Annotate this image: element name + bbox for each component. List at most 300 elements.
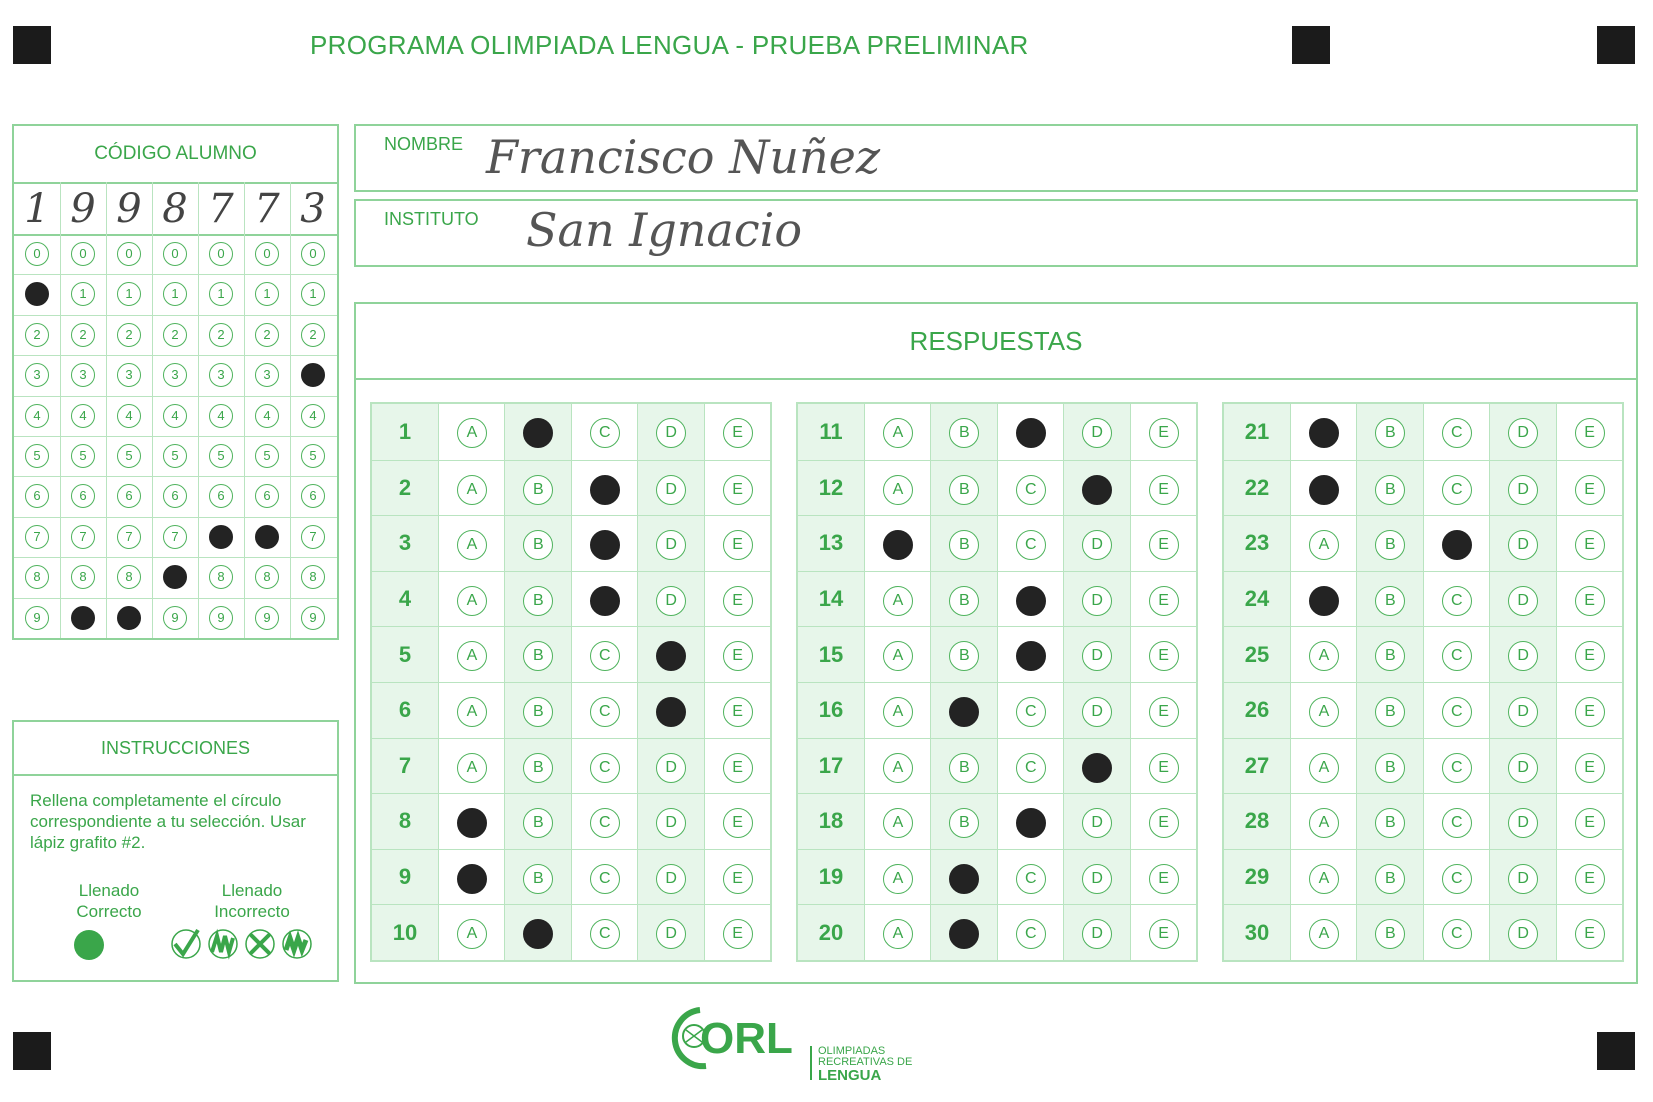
- answer-bubble-e[interactable]: E: [1575, 864, 1605, 894]
- answer-bubble-a[interactable]: A: [883, 864, 913, 894]
- answer-bubble-c[interactable]: C: [1442, 641, 1472, 671]
- answer-bubble-c[interactable]: C: [1016, 864, 1046, 894]
- answer-bubble-b[interactable]: B: [949, 418, 979, 448]
- code-bubble[interactable]: [25, 282, 49, 306]
- code-bubble[interactable]: 7: [117, 525, 141, 549]
- answer-bubble-e[interactable]: E: [723, 919, 753, 949]
- option-cell: [1423, 850, 1490, 905]
- code-column-divider: [198, 182, 199, 638]
- code-bubble[interactable]: 6: [163, 484, 187, 508]
- answer-bubble-d[interactable]: D: [656, 530, 686, 560]
- code-bubble[interactable]: 2: [117, 323, 141, 347]
- answer-bubble-d[interactable]: [656, 697, 686, 727]
- option-cell: [1356, 404, 1423, 460]
- answer-bubble-d[interactable]: D: [1508, 864, 1538, 894]
- code-bubble[interactable]: 9: [255, 606, 279, 630]
- code-bubble[interactable]: 5: [71, 444, 95, 468]
- code-bubble[interactable]: 8: [209, 565, 233, 589]
- code-bubble[interactable]: 6: [255, 484, 279, 508]
- answer-bubble-d[interactable]: D: [1508, 919, 1538, 949]
- option-cell: [1356, 794, 1423, 849]
- answer-bubble-e[interactable]: E: [723, 475, 753, 505]
- answer-bubble-e[interactable]: E: [1149, 475, 1179, 505]
- code-bubble[interactable]: 0: [25, 242, 49, 266]
- question-number: 17: [798, 739, 864, 794]
- code-bubble[interactable]: 2: [71, 323, 95, 347]
- answer-bubble-c[interactable]: C: [590, 808, 620, 838]
- code-row-divider: [14, 355, 337, 356]
- answer-bubble-a[interactable]: A: [457, 530, 487, 560]
- option-cell: [930, 404, 997, 460]
- answer-row: [372, 571, 770, 627]
- answer-bubble-b[interactable]: B: [949, 753, 979, 783]
- answer-bubble-c[interactable]: C: [1442, 418, 1472, 448]
- answer-bubble-d[interactable]: D: [1508, 530, 1538, 560]
- answer-bubble-a[interactable]: A: [1309, 530, 1339, 560]
- answer-bubble-e[interactable]: E: [1575, 641, 1605, 671]
- answer-bubble-c[interactable]: C: [590, 919, 620, 949]
- code-bubble[interactable]: 5: [25, 444, 49, 468]
- code-bubble[interactable]: 1: [255, 282, 279, 306]
- option-cell: [1290, 739, 1357, 794]
- code-row-divider: [14, 274, 337, 275]
- answer-bubble-e[interactable]: E: [1575, 475, 1605, 505]
- answer-bubble-e[interactable]: E: [723, 641, 753, 671]
- code-bubble[interactable]: 4: [25, 404, 49, 428]
- answer-bubble-c[interactable]: C: [1016, 753, 1046, 783]
- option-cell: [571, 739, 638, 794]
- code-bubble[interactable]: 8: [117, 565, 141, 589]
- code-bubble[interactable]: [255, 525, 279, 549]
- code-bubble[interactable]: 1: [71, 282, 95, 306]
- answer-bubble-d[interactable]: D: [1508, 475, 1538, 505]
- answer-bubble-d[interactable]: D: [656, 586, 686, 616]
- answer-bubble-c[interactable]: [590, 530, 620, 560]
- answer-bubble-d[interactable]: D: [1508, 808, 1538, 838]
- answer-bubble-b[interactable]: B: [1375, 586, 1405, 616]
- answer-bubble-c[interactable]: C: [1442, 753, 1472, 783]
- answer-bubble-c[interactable]: C: [1016, 697, 1046, 727]
- code-column-divider: [60, 182, 61, 638]
- option-cell: [1556, 850, 1623, 905]
- answer-bubble-b[interactable]: B: [523, 530, 553, 560]
- institute-label: INSTITUTO: [384, 209, 479, 229]
- correct-fill-label: Llenado Correcto: [76, 881, 142, 921]
- answer-bubble-a[interactable]: A: [457, 418, 487, 448]
- code-bubble[interactable]: 4: [117, 404, 141, 428]
- code-bubble[interactable]: 0: [301, 242, 325, 266]
- answer-bubble-e[interactable]: E: [723, 808, 753, 838]
- answer-bubble-d[interactable]: D: [1508, 753, 1538, 783]
- code-bubble[interactable]: 3: [209, 363, 233, 387]
- answer-bubble-e[interactable]: E: [1149, 586, 1179, 616]
- answer-bubble-b[interactable]: B: [1375, 753, 1405, 783]
- question-number: 1: [372, 404, 438, 460]
- answer-bubble-b[interactable]: B: [523, 753, 553, 783]
- code-bubble[interactable]: 1: [209, 282, 233, 306]
- answer-bubble-e[interactable]: E: [723, 864, 753, 894]
- code-bubble[interactable]: 9: [25, 606, 49, 630]
- answer-row: [798, 738, 1196, 794]
- answer-bubble-c[interactable]: C: [1442, 697, 1472, 727]
- answer-bubble-c[interactable]: C: [1442, 919, 1472, 949]
- option-cell: [1423, 516, 1490, 571]
- code-bubble[interactable]: 0: [163, 242, 187, 266]
- answer-bubble-e[interactable]: E: [1575, 530, 1605, 560]
- code-bubble[interactable]: 7: [25, 525, 49, 549]
- answer-row: [798, 849, 1196, 905]
- code-bubble[interactable]: 4: [301, 404, 325, 428]
- answer-bubble-d[interactable]: [656, 641, 686, 671]
- answers-block-11-20: [796, 402, 1198, 962]
- option-cell: [864, 516, 931, 571]
- code-bubble[interactable]: [71, 606, 95, 630]
- answer-bubble-a[interactable]: A: [457, 641, 487, 671]
- code-bubble[interactable]: 4: [209, 404, 233, 428]
- code-row-divider: [14, 396, 337, 397]
- code-handwritten-digit: 7: [254, 186, 280, 232]
- answer-bubble-e[interactable]: E: [723, 697, 753, 727]
- answer-bubble-b[interactable]: [949, 697, 979, 727]
- option-cell: [1130, 404, 1197, 460]
- answer-bubble-b[interactable]: B: [1375, 864, 1405, 894]
- answer-bubble-a[interactable]: A: [1309, 697, 1339, 727]
- code-bubble[interactable]: 5: [255, 444, 279, 468]
- option-cell: [1290, 627, 1357, 682]
- answer-bubble-d[interactable]: D: [656, 919, 686, 949]
- code-bubble[interactable]: [209, 525, 233, 549]
- answer-bubble-e[interactable]: E: [1149, 808, 1179, 838]
- code-bubble[interactable]: 6: [25, 484, 49, 508]
- code-bubble[interactable]: 2: [25, 323, 49, 347]
- answer-bubble-e[interactable]: E: [723, 586, 753, 616]
- answer-bubble-e[interactable]: E: [1149, 697, 1179, 727]
- answer-bubble-b[interactable]: B: [1375, 418, 1405, 448]
- option-cell: [1290, 461, 1357, 516]
- registration-mark-top-right: [1597, 26, 1635, 64]
- answer-bubble-a[interactable]: [1309, 586, 1339, 616]
- answer-bubble-b[interactable]: [523, 919, 553, 949]
- answer-bubble-c[interactable]: [1016, 641, 1046, 671]
- answer-bubble-c[interactable]: C: [590, 418, 620, 448]
- institute-field[interactable]: [354, 199, 1638, 267]
- student-code-panel: [12, 124, 339, 640]
- answer-bubble-a[interactable]: A: [1309, 753, 1339, 783]
- answer-bubble-b[interactable]: [949, 919, 979, 949]
- answer-row: [798, 404, 1196, 460]
- answer-bubble-d[interactable]: D: [656, 475, 686, 505]
- code-bubble[interactable]: 0: [255, 242, 279, 266]
- option-cell: [504, 905, 571, 960]
- answer-bubble-c[interactable]: C: [1442, 475, 1472, 505]
- option-cell: [1130, 516, 1197, 571]
- answer-bubble-b[interactable]: B: [949, 475, 979, 505]
- answer-bubble-d[interactable]: D: [1082, 641, 1112, 671]
- option-cell: [438, 794, 505, 849]
- answer-bubble-b[interactable]: [523, 418, 553, 448]
- partial-fill-icon: [283, 930, 311, 958]
- answer-bubble-b[interactable]: B: [949, 586, 979, 616]
- answer-bubble-c[interactable]: C: [1442, 864, 1472, 894]
- option-cell: [1489, 683, 1556, 738]
- code-bubble[interactable]: 3: [255, 363, 279, 387]
- code-bubble[interactable]: 2: [301, 323, 325, 347]
- answer-bubble-e[interactable]: E: [1575, 808, 1605, 838]
- answer-bubble-e[interactable]: E: [1149, 753, 1179, 783]
- answer-bubble-b[interactable]: B: [523, 641, 553, 671]
- code-bubble[interactable]: 3: [163, 363, 187, 387]
- code-bubble[interactable]: 8: [301, 565, 325, 589]
- code-bubble[interactable]: 4: [163, 404, 187, 428]
- answer-bubble-e[interactable]: E: [1149, 864, 1179, 894]
- answer-bubble-a[interactable]: A: [1309, 641, 1339, 671]
- answer-bubble-a[interactable]: A: [883, 919, 913, 949]
- option-cell: [1130, 572, 1197, 627]
- code-bubble[interactable]: 1: [117, 282, 141, 306]
- answer-bubble-c[interactable]: C: [590, 864, 620, 894]
- option-cell: [1423, 683, 1490, 738]
- code-bubble[interactable]: 9: [301, 606, 325, 630]
- answer-bubble-a[interactable]: A: [1309, 864, 1339, 894]
- code-bubble[interactable]: 5: [209, 444, 233, 468]
- answer-bubble-c[interactable]: [590, 475, 620, 505]
- scribble-icon: [209, 930, 237, 958]
- answer-bubble-e[interactable]: E: [723, 530, 753, 560]
- answer-bubble-c[interactable]: [590, 586, 620, 616]
- code-bubble[interactable]: 9: [163, 606, 187, 630]
- code-bubble[interactable]: [301, 363, 325, 387]
- answer-bubble-e[interactable]: E: [1575, 418, 1605, 448]
- answer-bubble-d[interactable]: D: [1508, 586, 1538, 616]
- answer-bubble-c[interactable]: C: [1016, 475, 1046, 505]
- handwritten-code-row: [14, 182, 337, 236]
- code-bubble[interactable]: 9: [209, 606, 233, 630]
- code-bubble[interactable]: 4: [71, 404, 95, 428]
- code-bubble[interactable]: 0: [71, 242, 95, 266]
- answer-bubble-d[interactable]: D: [1508, 641, 1538, 671]
- option-cell: [1556, 683, 1623, 738]
- answer-bubble-b[interactable]: B: [949, 641, 979, 671]
- code-bubble[interactable]: 3: [117, 363, 141, 387]
- answer-bubble-a[interactable]: A: [883, 808, 913, 838]
- code-handwritten-digit: 1: [24, 186, 50, 232]
- option-cell: [704, 739, 771, 794]
- answer-bubble-a[interactable]: A: [457, 586, 487, 616]
- answer-bubble-c[interactable]: [1016, 418, 1046, 448]
- answer-bubble-b[interactable]: B: [523, 697, 553, 727]
- code-bubble[interactable]: 6: [301, 484, 325, 508]
- answer-bubble-c[interactable]: [1016, 808, 1046, 838]
- answer-bubble-b[interactable]: B: [1375, 808, 1405, 838]
- answer-bubble-b[interactable]: B: [1375, 697, 1405, 727]
- option-cell: [864, 850, 931, 905]
- code-bubble[interactable]: 2: [163, 323, 187, 347]
- option-cell: [438, 516, 505, 571]
- option-cell: [1423, 739, 1490, 794]
- code-bubble[interactable]: 7: [301, 525, 325, 549]
- answer-bubble-a[interactable]: [1309, 418, 1339, 448]
- code-bubble[interactable]: 4: [255, 404, 279, 428]
- answer-bubble-e[interactable]: E: [723, 753, 753, 783]
- code-bubble[interactable]: 0: [209, 242, 233, 266]
- instructions-panel: [12, 720, 339, 982]
- answer-bubble-b[interactable]: B: [949, 808, 979, 838]
- answer-bubble-b[interactable]: B: [949, 530, 979, 560]
- answer-bubble-b[interactable]: B: [523, 808, 553, 838]
- answer-bubble-e[interactable]: E: [1149, 919, 1179, 949]
- answer-bubble-a[interactable]: A: [1309, 808, 1339, 838]
- code-column-divider: [106, 182, 107, 638]
- option-cell: [637, 627, 704, 682]
- answer-bubble-c[interactable]: [1442, 530, 1472, 560]
- answer-bubble-d[interactable]: D: [656, 418, 686, 448]
- answer-bubble-d[interactable]: D: [1082, 697, 1112, 727]
- answer-bubble-a[interactable]: [1309, 475, 1339, 505]
- code-bubble[interactable]: 1: [163, 282, 187, 306]
- answer-bubble-b[interactable]: B: [523, 586, 553, 616]
- answer-bubble-e[interactable]: E: [1575, 697, 1605, 727]
- answer-bubble-c[interactable]: C: [590, 753, 620, 783]
- answer-bubble-a[interactable]: A: [457, 475, 487, 505]
- option-cell: [997, 404, 1064, 460]
- option-cell: [1130, 794, 1197, 849]
- answer-bubble-a[interactable]: A: [1309, 919, 1339, 949]
- answer-bubble-b[interactable]: B: [1375, 475, 1405, 505]
- answer-bubble-b[interactable]: [949, 864, 979, 894]
- answer-bubble-a[interactable]: A: [457, 697, 487, 727]
- answer-bubble-a[interactable]: [883, 530, 913, 560]
- answer-bubble-d[interactable]: D: [1508, 697, 1538, 727]
- question-number: 24: [1224, 572, 1290, 627]
- answer-bubble-a[interactable]: [457, 864, 487, 894]
- code-bubble[interactable]: 3: [71, 363, 95, 387]
- answer-bubble-c[interactable]: C: [590, 697, 620, 727]
- name-field[interactable]: [354, 124, 1638, 192]
- answer-row: [1224, 404, 1622, 460]
- code-handwritten-digit: 9: [70, 186, 96, 232]
- answer-bubble-c[interactable]: C: [1016, 919, 1046, 949]
- answer-bubble-a[interactable]: A: [883, 697, 913, 727]
- code-bubble[interactable]: 6: [71, 484, 95, 508]
- option-cell: [864, 683, 931, 738]
- answer-bubble-a[interactable]: A: [883, 586, 913, 616]
- option-cell: [637, 572, 704, 627]
- code-bubble[interactable]: 5: [301, 444, 325, 468]
- answer-bubble-e[interactable]: E: [1149, 641, 1179, 671]
- answer-bubble-d[interactable]: D: [656, 864, 686, 894]
- registration-mark-top-left: [13, 26, 51, 64]
- option-cell: [1489, 404, 1556, 460]
- question-number: 6: [372, 683, 438, 738]
- code-bubble[interactable]: [117, 606, 141, 630]
- code-bubble[interactable]: 2: [209, 323, 233, 347]
- question-number: 2: [372, 461, 438, 516]
- option-cell: [704, 850, 771, 905]
- answer-row: [372, 904, 770, 960]
- answer-bubble-e[interactable]: E: [1149, 530, 1179, 560]
- code-bubble[interactable]: [163, 565, 187, 589]
- code-bubble[interactable]: 5: [117, 444, 141, 468]
- option-cell: [1489, 905, 1556, 960]
- answer-bubble-c[interactable]: C: [590, 641, 620, 671]
- answer-bubble-a[interactable]: A: [883, 475, 913, 505]
- answer-bubble-a[interactable]: A: [457, 919, 487, 949]
- option-cell: [504, 850, 571, 905]
- answer-bubble-d[interactable]: D: [1082, 864, 1112, 894]
- code-bubble[interactable]: 8: [25, 565, 49, 589]
- answer-bubble-b[interactable]: B: [523, 864, 553, 894]
- answer-bubble-c[interactable]: [1016, 586, 1046, 616]
- code-bubble[interactable]: 8: [255, 565, 279, 589]
- code-bubble[interactable]: 6: [209, 484, 233, 508]
- answer-bubble-b[interactable]: B: [523, 475, 553, 505]
- answer-bubble-d[interactable]: [1082, 753, 1112, 783]
- option-cell: [504, 572, 571, 627]
- answer-bubble-d[interactable]: [1082, 475, 1112, 505]
- code-bubble[interactable]: 5: [163, 444, 187, 468]
- answer-bubble-c[interactable]: C: [1442, 586, 1472, 616]
- code-bubble[interactable]: 2: [255, 323, 279, 347]
- answer-bubble-a[interactable]: A: [883, 641, 913, 671]
- answer-row: [1224, 571, 1622, 627]
- answer-bubble-a[interactable]: A: [883, 753, 913, 783]
- code-bubble[interactable]: 7: [71, 525, 95, 549]
- answer-bubble-a[interactable]: A: [457, 753, 487, 783]
- answer-bubble-d[interactable]: D: [656, 753, 686, 783]
- answer-bubble-e[interactable]: E: [1149, 418, 1179, 448]
- answer-bubble-e[interactable]: E: [723, 418, 753, 448]
- code-bubble[interactable]: 3: [25, 363, 49, 387]
- option-cell: [637, 516, 704, 571]
- code-bubble[interactable]: 7: [163, 525, 187, 549]
- answer-bubble-e[interactable]: E: [1575, 919, 1605, 949]
- option-cell: [1290, 794, 1357, 849]
- code-handwritten-digit: 8: [162, 186, 188, 232]
- answer-bubble-b[interactable]: B: [1375, 641, 1405, 671]
- option-cell: [1423, 572, 1490, 627]
- code-bubble[interactable]: 0: [117, 242, 141, 266]
- answer-bubble-b[interactable]: B: [1375, 530, 1405, 560]
- answer-bubble-e[interactable]: E: [1575, 753, 1605, 783]
- answer-bubble-d[interactable]: D: [1082, 586, 1112, 616]
- question-number: 8: [372, 794, 438, 849]
- answer-bubble-d[interactable]: D: [1082, 418, 1112, 448]
- option-cell: [1356, 850, 1423, 905]
- question-number: 9: [372, 850, 438, 905]
- answer-bubble-d[interactable]: D: [1508, 418, 1538, 448]
- answer-bubble-d[interactable]: D: [1082, 530, 1112, 560]
- option-cell: [1290, 850, 1357, 905]
- answer-bubble-d[interactable]: D: [1082, 808, 1112, 838]
- option-cell: [504, 516, 571, 571]
- answer-bubble-a[interactable]: A: [883, 418, 913, 448]
- answer-bubble-e[interactable]: E: [1575, 586, 1605, 616]
- answer-bubble-c[interactable]: C: [1016, 530, 1046, 560]
- option-cell: [930, 516, 997, 571]
- option-cell: [997, 850, 1064, 905]
- answer-bubble-c[interactable]: C: [1442, 808, 1472, 838]
- answer-bubble-a[interactable]: [457, 808, 487, 838]
- answer-bubble-b[interactable]: B: [1375, 919, 1405, 949]
- question-number: 15: [798, 627, 864, 682]
- code-bubble[interactable]: 6: [117, 484, 141, 508]
- code-bubble[interactable]: 8: [71, 565, 95, 589]
- option-cell: [1063, 905, 1130, 960]
- code-bubble[interactable]: 1: [301, 282, 325, 306]
- answer-bubble-d[interactable]: D: [656, 808, 686, 838]
- answer-bubble-d[interactable]: D: [1082, 919, 1112, 949]
- option-cell: [997, 794, 1064, 849]
